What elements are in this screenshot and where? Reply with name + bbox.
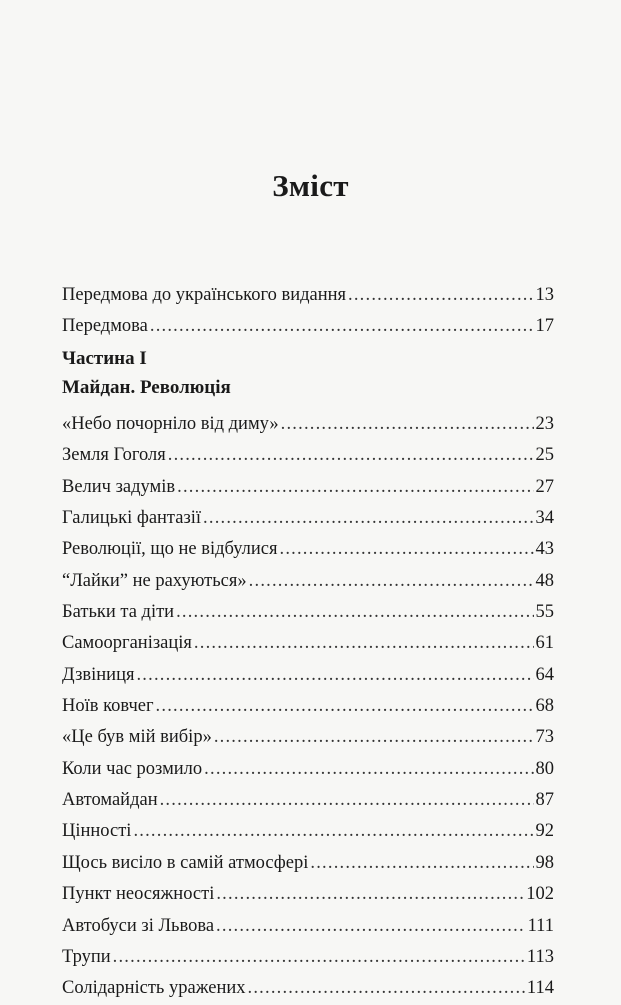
toc-entry [62,754,554,785]
dot-leader [214,722,534,753]
dot-leader [150,311,534,342]
toc-intro-list [62,280,554,343]
toc-entry-label: Солідарність уражених [62,978,246,999]
toc-entry-page: 48 [535,570,554,591]
toc-entry [62,911,554,942]
toc-entry-label: Революції, що не відбулися [62,539,278,560]
toc-entry-label: «Це був мій вибір» [62,727,212,748]
toc-entry-page: 17 [535,316,554,337]
toc-entry-label: Батьки та діти [62,602,175,623]
toc-entry-page: 87 [535,790,554,811]
toc-entry-label: Земля Гоголя [62,445,166,466]
dot-leader [310,848,533,879]
toc-entry [62,409,554,440]
toc-entry-page: 43 [535,539,554,560]
toc-entry-page: 68 [535,696,554,717]
toc-entry [62,942,554,973]
toc-chapter-list [62,409,554,1005]
toc-entry-label: Самоорганізація [62,633,192,654]
part-heading [62,344,231,402]
toc-entry [62,660,554,691]
toc-entry [62,597,554,628]
toc-entry [62,785,554,816]
dot-leader [204,754,533,785]
toc-entry-page: 61 [535,633,554,654]
toc-entry [62,816,554,847]
toc-entry-page: 23 [535,414,554,434]
toc-entry-page: 25 [535,445,554,466]
toc-entry-label: Цінності [62,821,132,842]
toc-entry-label: «Небо почорніло від диму» [62,414,279,434]
part-number: Частина I [62,348,147,369]
toc-entry [62,534,554,565]
page-title: Зміст [272,168,349,203]
toc-entry-page: 73 [535,727,554,748]
toc-entry-label: Пункт неосяжності [62,884,215,905]
toc-entry-page: 114 [526,978,554,999]
dot-leader [216,911,526,942]
toc-entry [62,280,554,311]
toc-entry-label: Галицькі фантазії [62,508,202,529]
toc-entry-page: 102 [526,884,554,905]
toc-entry-label: Передмова [62,316,148,337]
toc-entry-label: Дзвіниця [62,664,135,685]
toc-entry-page: 27 [535,476,554,497]
toc-entry [62,440,554,471]
dot-leader [249,566,534,597]
toc-entry-label: “Лайки” не рахуються» [62,570,247,591]
toc-entry-label: Автобуси зі Львова [62,915,215,936]
dot-leader [280,534,534,565]
toc-entry-page: 92 [535,821,554,842]
dot-leader [168,440,534,471]
toc-entry-page: 113 [526,946,554,967]
toc-entry-label: Ноїв ковчег [62,696,154,717]
toc-entry-page: 55 [535,602,554,623]
dot-leader [348,280,533,311]
toc-entry-label: Коли час розмило [62,758,203,779]
toc-entry-page: 98 [535,852,554,873]
dot-leader [176,597,533,628]
dot-leader [194,628,534,659]
toc-entry-page: 13 [535,285,554,305]
toc-entry [62,628,554,659]
dot-leader [216,879,524,910]
toc-entry [62,503,554,534]
dot-leader [113,942,525,973]
toc-entry-label: Велич задумів [62,476,176,497]
toc-entry-page: 80 [535,758,554,779]
toc-entry [62,311,554,342]
toc-entry [62,722,554,753]
dot-leader [203,503,533,534]
dot-leader [133,816,533,847]
part-name: Майдан. Революція [62,377,231,398]
dot-leader [177,472,533,503]
toc-entry-label: Передмова до українського видання [62,285,347,305]
dot-leader [281,409,534,440]
toc-entry [62,879,554,910]
dot-leader [136,660,533,691]
toc-entry-page: 64 [535,664,554,685]
toc-entry [62,472,554,503]
toc-entry [62,848,554,879]
toc-entry-page: 111 [527,915,554,936]
toc-entry-label: Трупи [62,946,111,967]
dot-leader [160,785,534,816]
dot-leader [156,691,534,722]
toc-entry-page: 34 [535,508,554,529]
toc-entry [62,566,554,597]
toc-entry [62,691,554,722]
toc-entry-label: Автомайдан [62,790,158,811]
toc-entry-label: Щось висіло в самій атмосфері [62,852,309,873]
